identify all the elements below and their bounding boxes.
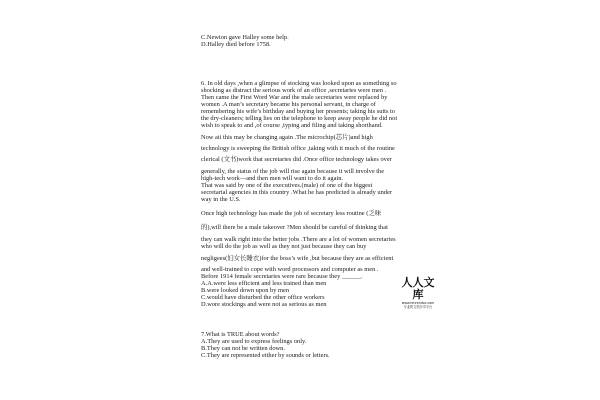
q6-line: 的),will there be a male takeover ?Men should be careful of thinking that xyxy=(201,224,388,231)
q7-option-a: A.They are used to express feelings only. xyxy=(201,338,307,345)
q6-line: negligees(妇女长睡衣)for the boss’s wife ,but because they are as efficient xyxy=(201,255,394,262)
q6-line: remembering his wife’s birthday and buying her presents; taking his suits to xyxy=(201,108,395,115)
q6-line: way in the U.S. xyxy=(201,196,241,203)
q6-line: Then came the First Word War and the male secretaries were replaced by xyxy=(201,94,388,101)
q6-line: technology is sweeping the British office ,taking with it much of the routine xyxy=(201,145,395,152)
q5-option-d: D.Halley died before 1758. xyxy=(201,41,271,48)
watermark-url: www.renrendoc.com xyxy=(401,301,435,305)
q6-line: the dry-cleaners; telling lies on the telephone to keep away people he did not xyxy=(201,115,398,122)
q6-option-b: B.were looked down upon by men xyxy=(201,287,290,294)
q6-line: Now aii this may be changing again .The microchip(芯片)and high xyxy=(201,134,373,141)
q7-question: 7.What is TRUE about words? xyxy=(201,331,280,338)
q6-line: shocking as distract the serious work of an office ,secretaries were men . xyxy=(201,87,387,94)
q6-line: and well-trained to cope with word processors and computer as men . xyxy=(201,266,379,273)
q6-option-c: C.would have disturbed the other office workers xyxy=(201,294,325,301)
q6-line: 6. In old days ,when a glimpse of stocking was looked upon as something so xyxy=(201,80,397,87)
watermark-brand: 人人文库 xyxy=(401,276,435,301)
watermark-tagline: 专业的文档分享平台 xyxy=(403,305,433,309)
q6-line: women .A man’s secretary became his personal servant, in charge of xyxy=(201,101,376,108)
q6-line: high-tech work—and then men will want to do it again. xyxy=(201,175,343,182)
q6-line: clerical (文书)work that secretaries did .Once office technology takes over xyxy=(201,156,392,163)
q6-option-d: D.wore stockings and were not as serious as men xyxy=(201,301,327,308)
q7-option-b: B.They can not be written down. xyxy=(201,345,285,352)
q6-line: secretarial agencies in this country .What he has predicted is already under xyxy=(201,189,392,196)
q7-option-c: C.They are represented either by sounds or letters. xyxy=(201,352,330,359)
q6-line: That was said by one of the executives.(male) of one of the biggest xyxy=(201,182,373,189)
q6-line: they can walk right into the better jobs .There are a lot of women secretaries xyxy=(201,236,396,243)
q6-line: wish to speak to and ,of course ,typing and filing and taking shorthand. xyxy=(201,122,383,129)
q6-option-a: A.A.were less efficient and less trained than men xyxy=(201,280,327,287)
q6-line: generally, the status of the job will rise again because it will involve the xyxy=(201,168,385,175)
q6-question: Before 1914 female secretaries were rare because they ______. xyxy=(201,273,363,280)
q6-line: Once high technology has made the job of secretary less routine (乏味 xyxy=(201,210,382,217)
watermark-logo xyxy=(398,277,438,309)
q5-option-c: C.Newton gave Halley some help. xyxy=(201,34,289,41)
q6-line: who will do the job as well as they not just because they can buy xyxy=(201,243,367,250)
